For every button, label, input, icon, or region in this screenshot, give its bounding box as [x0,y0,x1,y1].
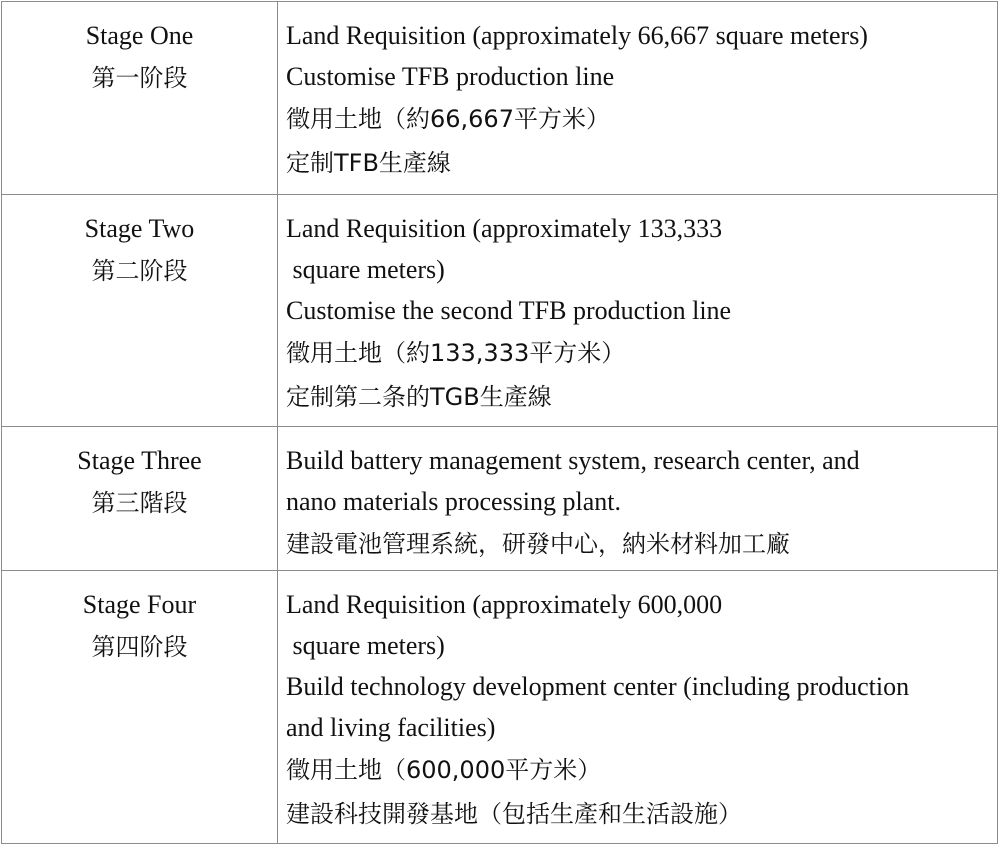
stage-name-zh: 第一阶段 [91,64,188,92]
description-line: Build battery management system, research center, and [286,446,860,475]
stage-name-en: Stage Two [84,214,195,243]
stage-name-cell [2,427,278,571]
description-line: 徵用土地（600,000平方米） [286,756,602,784]
description-line: Customise TFB production line [286,62,615,91]
description-line: 徵用土地（約133,333平方米） [286,339,626,367]
description-line: 建設電池管理系統，研發中心，納米材料加工廠 [286,530,790,558]
description-line: 定制第二条的TGB生產線 [286,383,552,411]
stage-description-cell [278,2,998,195]
stage-description-cell [278,195,998,427]
description-line: Land Requisition (approximately 66,667 square meters) [286,21,868,50]
stage-name-cell [2,2,278,195]
description-line: and living facilities) [286,713,496,742]
stage-name-zh: 第二阶段 [91,257,188,285]
description-line: nano materials processing plant. [286,487,622,516]
stage-name-zh: 第四阶段 [91,633,188,661]
stage-name-en: Stage One [85,21,194,50]
stage-name-zh: 第三階段 [91,489,188,517]
description-line: Land Requisition (approximately 600,000 [286,590,723,619]
description-line: 定制TFB生產線 [286,149,451,177]
stage-name-cell [2,571,278,844]
table-row [2,2,998,195]
description-line: square meters) [286,255,445,284]
description-line: Build technology development center (including production [286,672,910,701]
table-row [2,195,998,427]
description-line: Land Requisition (approximately 133,333 [286,214,723,243]
stage-description-cell [278,427,998,571]
stage-description-cell [278,571,998,844]
stage-name-en: Stage Four [82,590,197,619]
stages-table [1,1,998,844]
table-row [2,571,998,844]
description-line: Customise the second TFB production line [286,296,732,325]
description-line: 徵用土地（約66,667平方米） [286,105,610,133]
stage-name-en: Stage Three [77,446,202,475]
description-line: 建設科技開發基地（包括生產和生活設施） [286,800,742,828]
table-row [2,427,998,571]
stage-name-cell [2,195,278,427]
description-line: square meters) [286,631,445,660]
